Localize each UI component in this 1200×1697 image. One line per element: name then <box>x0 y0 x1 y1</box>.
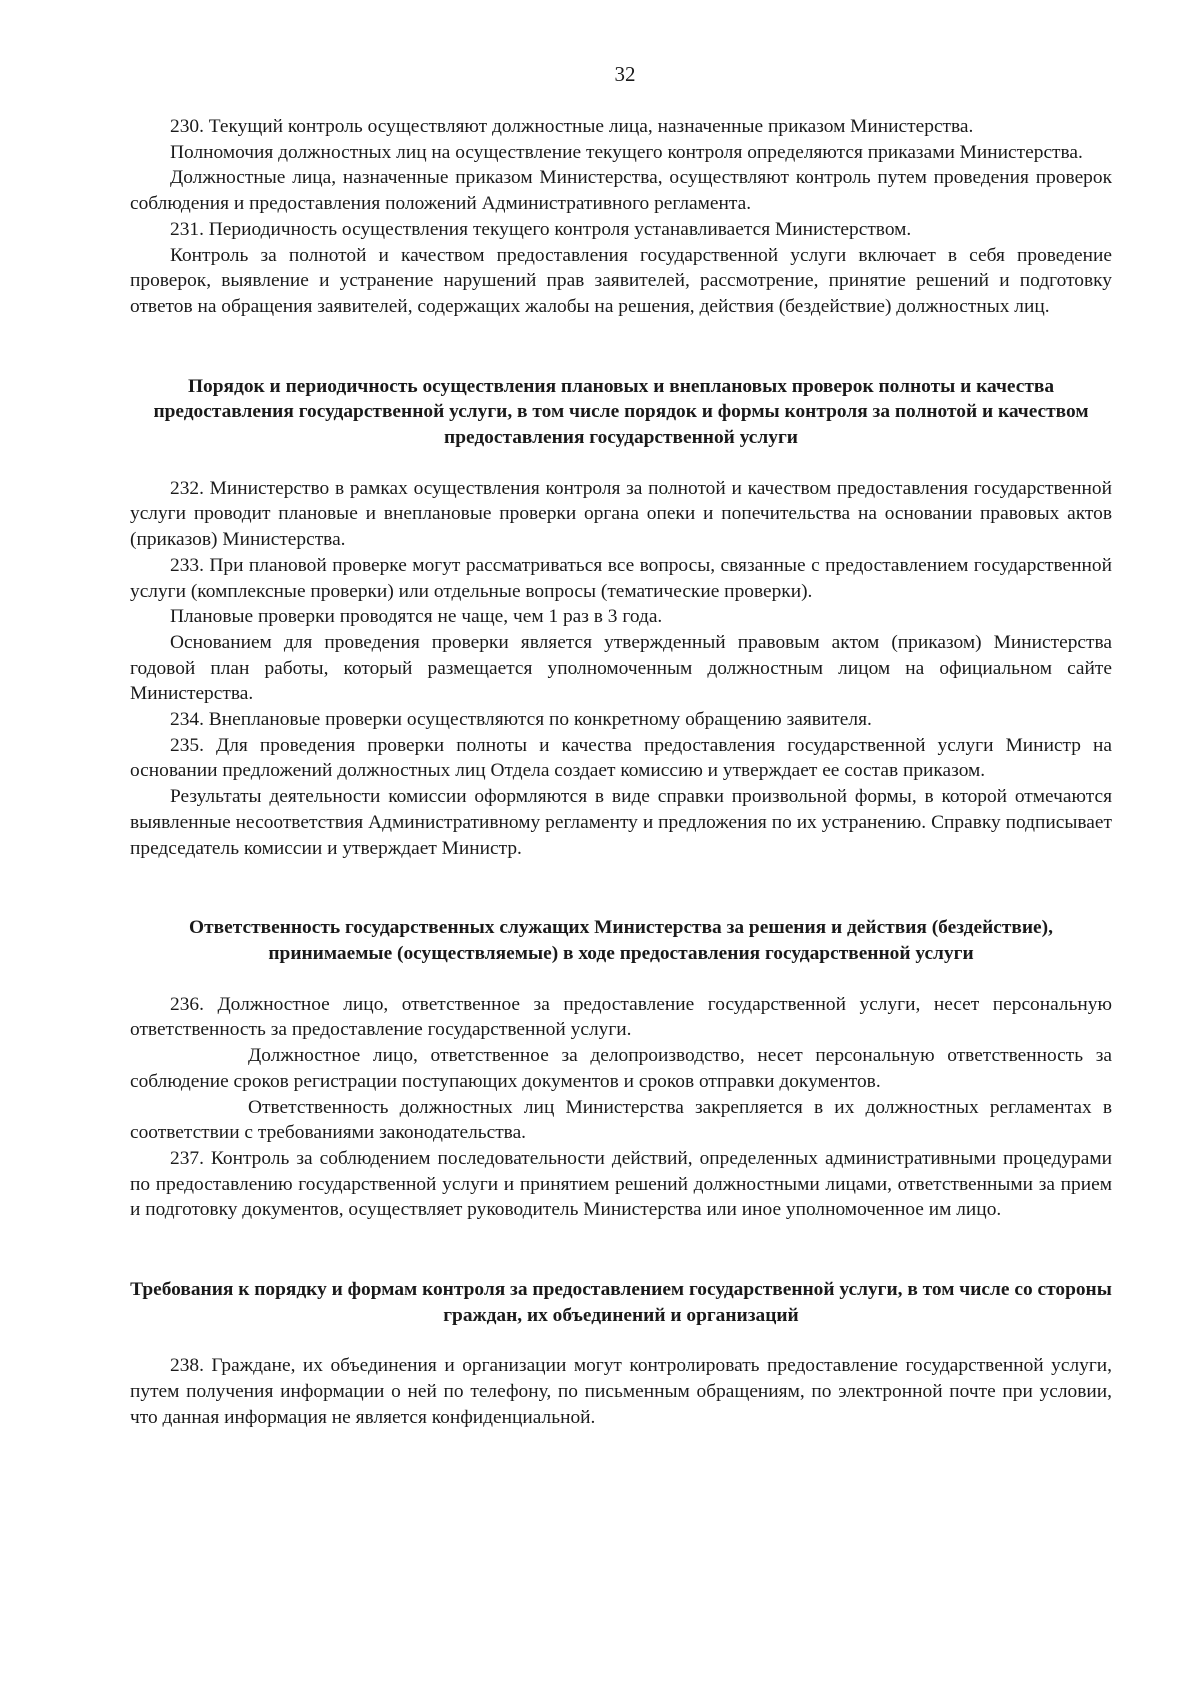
paragraph-231-control: Контроль за полнотой и качеством предоставления государственной услуги включает в себя проведение проверок, выявление и устранение нарушений прав заявителей, рассмотрение, принятие решений и подготовку ответов на обращения заявителей, содержащих жалобы на решения, действия (бездействие) должностных лиц. <box>130 244 1112 317</box>
section-heading-requirements: Требования к порядку и формам контроля за предоставлением государственной услуги, в том числе со стороны граждан, их объединений и организаций <box>130 1279 1112 1326</box>
spacer <box>130 1328 1112 1353</box>
paragraph-230: 230. Текущий контроль осуществляют должностные лица, назначенные приказом Министерства. <box>170 116 974 137</box>
page-number: 32 <box>614 62 636 86</box>
paragraph-231: 231. Периодичность осуществления текущего контроля устанавливается Министерством. <box>170 218 912 240</box>
paragraph-233-frequency: Плановые проверки проводятся не чаще, чем 1 раз в 3 года. <box>170 606 663 628</box>
section-heading-responsibility: Ответственность государственных служащих Министерства за решения и действия (бездействие), принимаемые (осуществляемые) в ходе предоставления государственной услуги <box>189 917 1053 964</box>
paragraph-230-officials: Должностные лица, назначенные приказом Министерства, осуществляют контроль путем проведения проверок соблюдения и предоставления положений Административного регламента. <box>130 167 1112 215</box>
spacer <box>130 320 1112 374</box>
paragraph-236-records: Должностное лицо, ответственное за делопроизводство, несет персональную ответственность за соблюдение сроков регистрации поступающих документов и сроков отправки документов. <box>130 1045 1112 1092</box>
paragraph-230-powers: Полномочия должностных лиц на осуществление текущего контроля определяются приказами Министерства. <box>170 141 1083 163</box>
paragraph-238: 238. Граждане, их объединения и организации могут контролировать предоставление государственной услуги, путем получения информации о ней по телефону, по письменным обращениям, по электронной почте при условии, что данная информация не является конфиденциальной. <box>130 1355 1112 1428</box>
paragraph-236-regulations: Ответственность должностных лиц Министерства закрепляется в их должностных регламентах в соответствии с требованиями законодательства. <box>130 1096 1112 1144</box>
paragraph-232: 232. Министерство в рамках осуществления контроля за полнотой и качеством предоставления государственной услуги проводит плановые и внеплановые проверки органа опеки и попечительства на основании правовых актов (приказов) Министерства. <box>130 477 1112 551</box>
spacer <box>130 451 1112 476</box>
spacer <box>130 861 1112 915</box>
section-heading-inspections: Порядок и периодичность осуществления плановых и внеплановых проверок полноты и качества предоставления государственной услуги, в том числе порядок и формы контроля за полнотой и качеством предоставления государственной услуги <box>153 375 1089 449</box>
paragraph-237: 237. Контроль за соблюдением последовательности действий, определенных административными процедурами по предоставлению государственной услуги и принятием решений должностными лицами, ответственными за прием и подготовку документов, осуществляет руководитель Министерства или иное уполномоченное им лицо. <box>130 1147 1112 1221</box>
paragraph-236: 236. Должностное лицо, ответственное за предоставление государственной услуги, несет персональную ответственность за предоставление государственной услуги. <box>130 993 1112 1041</box>
paragraph-234: 234. Внеплановые проверки осуществляются по конкретному обращению заявителя. <box>170 709 872 731</box>
paragraph-233-basis: Основанием для проведения проверки является утвержденный правовым актом (приказом) Министерства годовой план работы, который размещается уполномоченным должностным лицом на официальном сайте Министерства. <box>130 631 1112 705</box>
spacer <box>130 967 1112 992</box>
paragraph-233: 233. При плановой проверке могут рассматриваться все вопросы, связанные с предоставлением государственной услуги (комплексные проверки) или отдельные вопросы (тематические проверки). <box>130 554 1112 602</box>
paragraph-235: 235. Для проведения проверки полноты и качества предоставления государственной услуги Министр на основании предложений должностных лиц Отдела создает комиссию и утверждает ее состав приказом. <box>130 734 1112 782</box>
paragraph-235-results: Результаты деятельности комиссии оформляются в виде справки произвольной формы, в которой отмечаются выявленные несоответствия Административному регламенту и предложения по их устранению. Справку подписывает председатель комиссии и утверждает Министр. <box>130 786 1112 859</box>
spacer <box>130 1223 1112 1277</box>
